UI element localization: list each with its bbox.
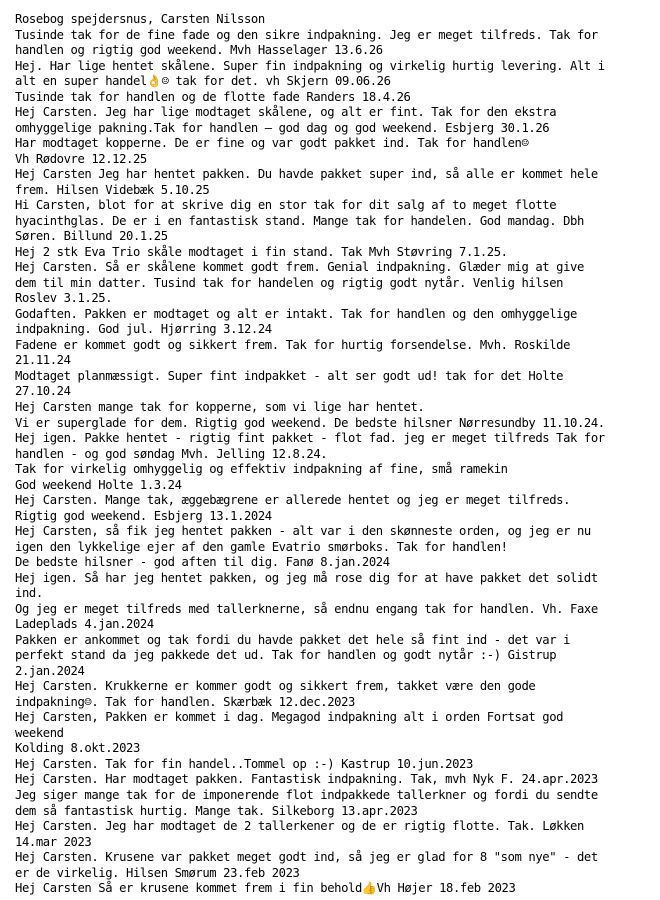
- text-line: Hej Carsten mange tak for kopperne, som vi lige har hentet.: [15, 400, 425, 414]
- text-line: indpakning. God jul. Hjørring 3.12.24: [15, 322, 272, 337]
- text-line: dem så fantastisk hurtig. Mange tak. Silkeborg 13.apr.2023: [15, 803, 418, 818]
- text-line: Hej Carsten. Så er skålene kommet godt frem. Genial indpakning. Glæder mig at give: [15, 260, 584, 275]
- text-line: De bedste hilsner - god aften til dig. Fanø 8.jan.2024: [15, 555, 390, 570]
- text-line: Tak for virkelig omhyggelig og effektiv indpakning af fine, små ramekin: [15, 462, 508, 477]
- text-line: Hi Carsten, blot for at skrive dig en stor tak for dit salg af to meget flotte: [15, 198, 557, 213]
- text-line: Hej Carsten. Tak for fin handel..Tommel op :-) Kastrup 10.jun.2023: [15, 756, 473, 771]
- text-line: God weekend Holte 1.3.24: [15, 477, 182, 492]
- text-line: Kolding 8.okt.2023: [15, 741, 140, 756]
- text-line: handlen og rigtig god weekend. Mvh Hasselager 13.6.26: [15, 43, 383, 58]
- text-line: Fadene er kommet godt og sikkert frem. Tak for hurtig forsendelse. Mvh. Roskilde: [15, 337, 570, 352]
- text-line: 21.11.24: [15, 353, 71, 368]
- text-line: handlen - og god søndag Mvh. Jelling 12.8.24.: [15, 446, 328, 461]
- text-line: Vi er superglade for dem. Rigtig god weekend. De bedste hilsner Nørresundby 11.10.24.: [15, 415, 605, 430]
- text-line: 14.mar 2023: [15, 834, 92, 849]
- text-line: Hej igen. Pakke hentet - rigtig fint pakket - flot fad. jeg er meget tilfreds Tak for: [15, 431, 605, 446]
- text-line: Hej igen. Så har jeg hentet pakken, og jeg må rose dig for at have pakket det solidt: [15, 570, 598, 585]
- text-line: Har modtaget kopperne. De er fine og var godt pakket ind. Tak for handlen☺: [15, 136, 529, 151]
- text-line: weekend: [15, 725, 64, 740]
- text-line: Godaften. Pakken er modtaget og alt er intakt. Tak for handlen og den omhyggelige: [15, 306, 577, 321]
- text-line: Jeg siger mange tak for de imponerende flot indpakkede tallerkner og fordi du sendte: [15, 788, 598, 802]
- text-line: Hej Carsten, Pakken er kommet i dag. Megagod indpakning alt i orden Fortsat god: [15, 710, 564, 725]
- text-line: Modtaget planmæssigt. Super fint indpakket - alt ser godt ud! tak for det Holte: [15, 368, 564, 383]
- text-line: indpakning☺. Tak for handlen. Skærbæk 12.dec.2023: [15, 694, 355, 709]
- text-line: Hej Carsten. Mange tak, æggebægrene er allerede hentet og jeg er meget tilfreds.: [15, 493, 570, 508]
- text-line: Rigtig god weekend. Esbjerg 13.1.2024: [15, 508, 272, 523]
- text-line: dem til min datter. Tusind tak for handelen og rigtig godt nytår. Venlig hilsen: [15, 275, 564, 290]
- text-line: Tusinde tak for de fine fade og den sikre indpakning. Jeg er meget tilfreds. Tak for: [15, 27, 598, 42]
- text-line: perfekt stand da jeg pakkede det ud. Tak for handlen og godt nytår :-) Gistrup: [15, 648, 557, 663]
- text-line: Vh Rødovre 12.12.25: [15, 151, 147, 166]
- text-line: Hej Carsten. Har modtaget pakken. Fantastisk indpakning. Tak, mvh Nyk F. 24.apr.2023: [15, 772, 598, 787]
- text-line: Hej Carsten. Krusene var pakket meget godt ind, så jeg er glad for 8 "som nye" - det: [15, 850, 598, 865]
- text-line: alt en super handel👌☺ tak for det. vh Skjern 09.06.26: [15, 74, 391, 89]
- text-line: Ladeplads 4.jan.2024: [15, 617, 154, 632]
- text-line: Og jeg er meget tilfreds med tallerknerne, så endnu engang tak for handlen. Vh. Faxe: [15, 601, 598, 616]
- text-line: er de virkelig. Hilsen Smørum 23.feb 2023: [15, 865, 300, 880]
- text-line: igen den lykkelige ejer af den gamle Evatrio smørboks. Tak for handlen!: [15, 539, 508, 554]
- text-line: Hej Carsten Jeg har hentet pakken. Du havde pakket super ind, så alle er kommet hele: [15, 167, 598, 182]
- text-line: Hej 2 stk Eva Trio skåle modtaget i fin stand. Tak Mvh Støvring 7.1.25.: [15, 244, 508, 259]
- text-line: Hej Carsten. Jeg har lige modtaget skålene, og alt er fint. Tak for den ekstra: [15, 105, 557, 120]
- text-line: omhyggelige pakning.Tak for handlen – god dag og god weekend. Esbjerg 30.1.26: [15, 120, 550, 135]
- text-line: Hej Carsten. Jeg har modtaget de 2 tallerkener og de er rigtig flotte. Tak. Løkken: [15, 819, 584, 834]
- text-line: Søren. Billund 20.1.25: [15, 229, 168, 244]
- text-line: 2.jan.2024: [15, 663, 85, 678]
- document-title: Rosebog spejdersnus, Carsten Nilsson: [15, 12, 265, 26]
- text-line: ind.: [15, 586, 43, 601]
- text-line: hyacinthglas. De er i en fantastisk stand. Mange tak for handelen. God mandag. Dbh: [15, 213, 584, 228]
- text-line: Hej Carsten, så fik jeg hentet pakken - alt var i den skønneste orden, og jeg er nu: [15, 524, 591, 539]
- text-line: frem. Hilsen Videbæk 5.10.25: [15, 182, 210, 197]
- text-line: Roslev 3.1.25.: [15, 291, 113, 306]
- text-line: 27.10.24: [15, 384, 71, 399]
- text-line: Tusinde tak for handlen og de flotte fade Randers 18.4.26: [15, 89, 411, 104]
- text-line: Hej. Har lige hentet skålene. Super fin indpakning og virkelig hurtig levering. Alt i: [15, 58, 605, 73]
- text-line: Hej Carsten. Krukkerne er kommer godt og sikkert frem, takket være den gode: [15, 679, 536, 694]
- text-line: Hej Carsten Så er krusene kommet frem i fin behold👍Vh Højer 18.feb 2023: [15, 881, 516, 896]
- text-line: Pakken er ankommet og tak fordi du havde pakket det hele så fint ind - det var i: [15, 632, 570, 647]
